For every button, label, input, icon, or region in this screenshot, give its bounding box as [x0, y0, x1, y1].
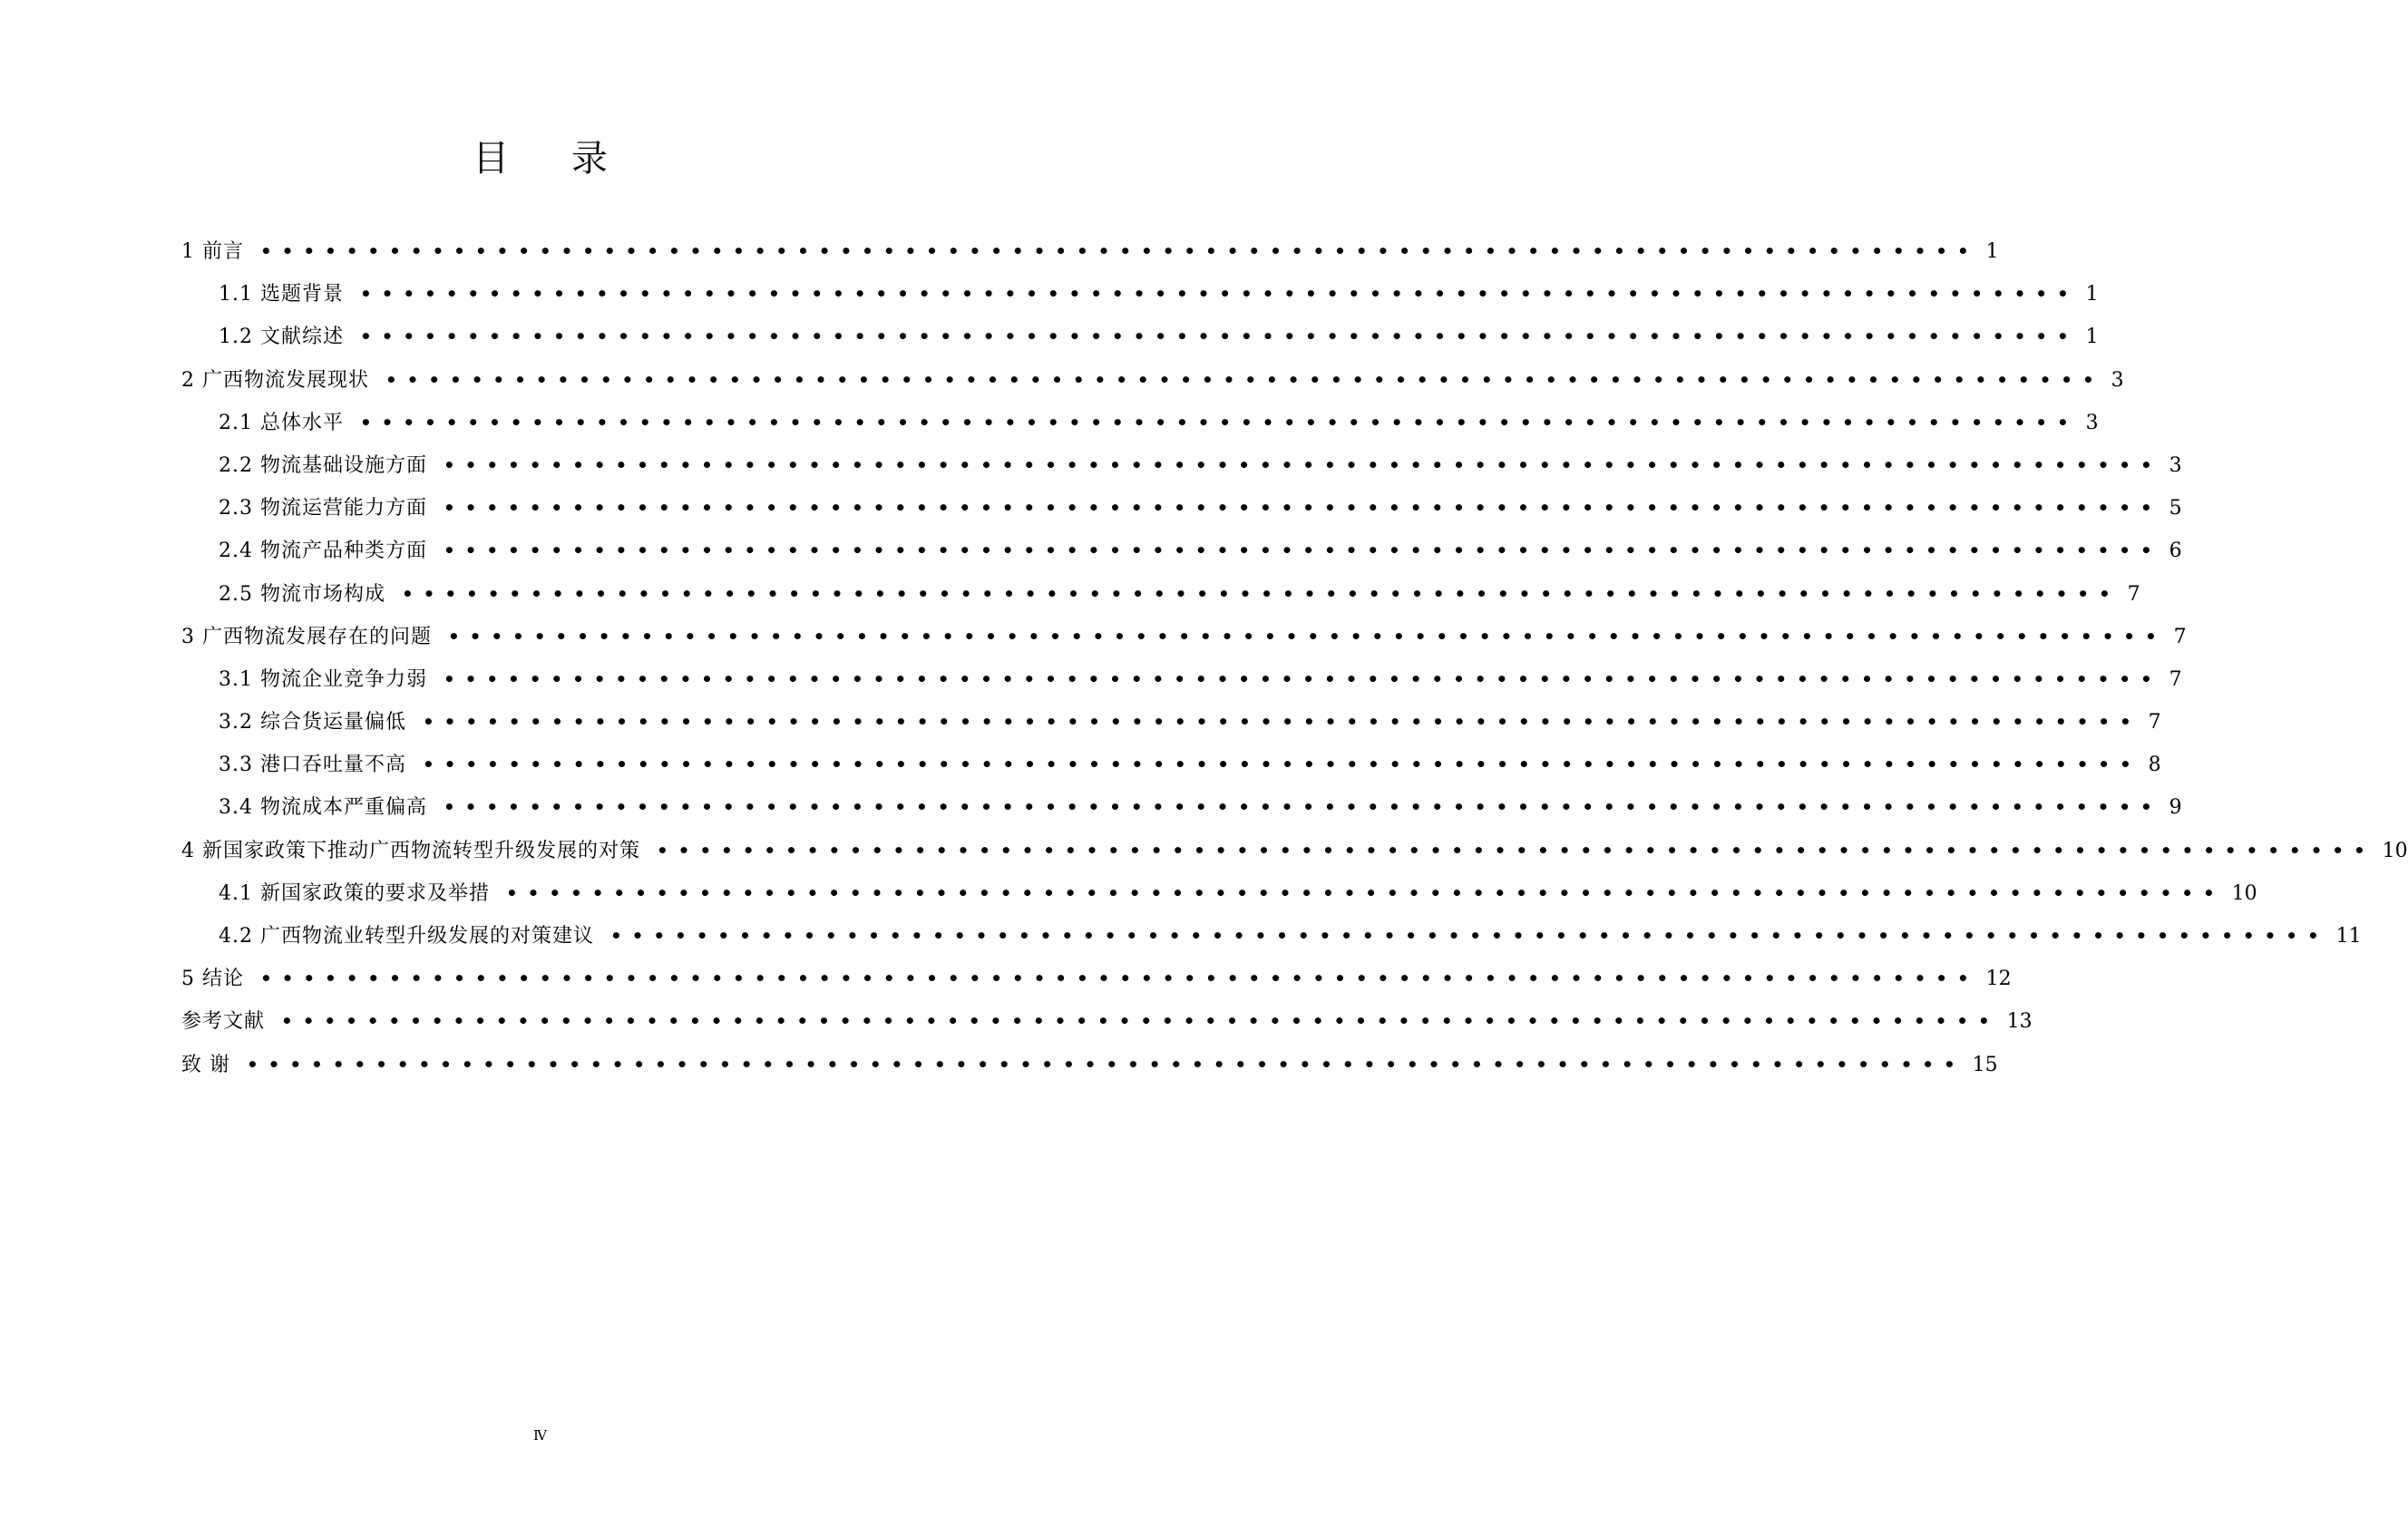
toc-entry-label: 1.2 文献综述 [219, 326, 344, 349]
toc-entry[interactable] [181, 666, 2182, 708]
toc-entry-label: 2.1 总体水平 [219, 411, 344, 434]
toc-leader-dots: •••••••••••••••••••••••••••••••••••••••••••••••••••••••••••••••••••••••••••••••• [443, 667, 2162, 690]
toc-entry-label: 2.2 物流基础设施方面 [219, 453, 427, 477]
toc-entry[interactable] [181, 366, 2124, 409]
toc-entry-page: 7 [2173, 625, 2187, 648]
toc-leader-dots: •••••••••••••••••••••••••••••••••••••••••••••••••••••••••••••••••••••••••••••••• [422, 754, 2141, 776]
toc-entry-page: 7 [2148, 711, 2161, 734]
toc-entry[interactable] [181, 922, 2362, 965]
toc-entry-page: 7 [2169, 667, 2182, 691]
toc-leader-dots: •••••••••••••••••••••••••••••••••••••••••••••••••••••••••••••••••••••••••••••••• [260, 968, 1979, 990]
toc-entry-page: 9 [2169, 796, 2182, 820]
toc-entry-label: 2.5 物流市场构成 [219, 582, 385, 606]
toc-leader-dots: •••••••••••••••••••••••••••••••••••••••••••••••••••••••••••••••••••••••••••••••• [385, 368, 2104, 391]
toc-entry-label: 4 新国家政策下推动广西物流转型升级发展的对策 [181, 839, 640, 862]
toc-leader-dots: •••••••••••••••••••••••••••••••••••••••••••••••••••••••••••••••••••••••••••••••• [609, 925, 2329, 947]
toc-entry[interactable] [181, 623, 2187, 666]
toc-entry-label: 2.4 物流产品种类方面 [219, 540, 427, 563]
toc-entry[interactable] [181, 965, 2012, 1007]
toc-entry[interactable] [181, 1007, 2033, 1050]
toc-entry-page: 5 [2169, 497, 2182, 520]
toc-entry[interactable] [181, 880, 2257, 922]
toc-leader-dots: •••••••••••••••••••••••••••••••••••••••••••••••••••••••••••••••••••••••••••••••• [281, 1010, 2000, 1033]
toc-entry[interactable] [181, 537, 2182, 579]
toc-entry[interactable] [181, 708, 2161, 751]
toc-entry-label: 3.1 物流企业竞争力弱 [219, 667, 427, 691]
toc-entry[interactable] [181, 238, 1999, 280]
toc-entry-label: 1 前言 [181, 240, 244, 263]
toc-entry[interactable] [181, 452, 2182, 494]
toc-entry-label: 4.2 广西物流业转型升级发展的对策建议 [219, 925, 594, 948]
toc-entry-label: 3.3 港口吞吐量不高 [219, 754, 406, 777]
toc-entry-label: 2.3 物流运营能力方面 [219, 497, 427, 520]
toc-entry[interactable] [181, 409, 2099, 452]
toc-entry-page: 13 [2006, 1010, 2033, 1034]
toc-entry-page: 8 [2148, 754, 2161, 777]
table-of-contents [181, 238, 2408, 1094]
page-footer-number: Ⅳ [533, 1427, 547, 1444]
toc-entry-page: 10 [2382, 839, 2408, 862]
toc-entry[interactable] [181, 751, 2161, 793]
toc-entry-page: 11 [2335, 925, 2362, 948]
toc-leader-dots: •••••••••••••••••••••••••••••••••••••••••••••••••••••••••••••••••••••••••••••••• [422, 711, 2141, 734]
toc-leader-dots: •••••••••••••••••••••••••••••••••••••••••••••••••••••••••••••••••••••••••••••••• [359, 283, 2079, 306]
toc-entry-page: 3 [2169, 453, 2182, 477]
toc-entry[interactable] [181, 793, 2182, 836]
toc-leader-dots: •••••••••••••••••••••••••••••••••••••••••••••••••••••••••••••••••••••••••••••••• [443, 497, 2162, 520]
toc-entry[interactable] [181, 280, 2099, 323]
toc-entry-label: 1.1 选题背景 [219, 283, 344, 306]
toc-entry-page: 7 [2127, 582, 2140, 606]
toc-leader-dots: •••••••••••••••••••••••••••••••••••••••••••••••••••••••••••••••••••••••••••••••• [359, 411, 2079, 433]
toc-entry-page: 12 [1985, 968, 2012, 991]
toc-leader-dots: •••••••••••••••••••••••••••••••••••••••••••••••••••••••••••••••••••••••••••••••• [443, 796, 2162, 819]
toc-entry-page: 15 [1972, 1053, 1998, 1076]
toc-entry-label: 致 谢 [181, 1053, 230, 1076]
toc-leader-dots: •••••••••••••••••••••••••••••••••••••••••••••••••••••••••••••••••••••••••••••••• [359, 326, 2079, 348]
toc-entry[interactable] [181, 323, 2099, 365]
toc-title: 目 录 [473, 138, 633, 180]
toc-entry-page: 3 [2111, 368, 2124, 392]
toc-leader-dots: •••••••••••••••••••••••••••••••••••••••••••••••••••••••••••••••••••••••••••••••• [657, 839, 2375, 861]
toc-entry-label: 3 广西物流发展存在的问题 [181, 625, 432, 648]
toc-entry-page: 1 [1985, 240, 1999, 263]
toc-entry[interactable] [181, 1051, 1998, 1094]
toc-entry[interactable] [181, 494, 2182, 537]
toc-entry-page: 3 [2085, 411, 2099, 434]
toc-leader-dots: •••••••••••••••••••••••••••••••••••••••••••••••••••••••••••••••••••••••••••••••• [443, 540, 2162, 562]
toc-entry-page: 1 [2085, 283, 2099, 306]
toc-entry-label: 3.2 综合货运量偏低 [219, 711, 406, 734]
toc-entry[interactable] [181, 580, 2140, 623]
toc-leader-dots: •••••••••••••••••••••••••••••••••••••••••••••••••••••••••••••••••••••••••••••••• [448, 625, 2167, 647]
toc-entry-label: 参考文献 [181, 1010, 266, 1034]
toc-entry[interactable] [181, 837, 2408, 880]
toc-leader-dots: •••••••••••••••••••••••••••••••••••••••••••••••••••••••••••••••••••••••••••••••• [260, 240, 1979, 262]
toc-entry-label: 2 广西物流发展现状 [181, 368, 369, 392]
toc-leader-dots: •••••••••••••••••••••••••••••••••••••••••••••••••••••••••••••••••••••••••••••••• [401, 582, 2120, 605]
toc-entry-page: 1 [2085, 326, 2099, 349]
toc-leader-dots: •••••••••••••••••••••••••••••••••••••••••••••••••••••••••••••••••••••••••••••••• [443, 453, 2162, 476]
toc-leader-dots: •••••••••••••••••••••••••••••••••••••••••••••••••••••••••••••••••••••••••••••••• [247, 1053, 1965, 1075]
toc-entry-label: 4.1 新国家政策的要求及举措 [219, 881, 490, 905]
toc-entry-page: 10 [2231, 881, 2257, 905]
toc-entry-page: 6 [2169, 540, 2182, 563]
toc-leader-dots: •••••••••••••••••••••••••••••••••••••••••••••••••••••••••••••••••••••••••••••••• [505, 881, 2225, 904]
toc-entry-label: 5 结论 [181, 968, 244, 991]
toc-entry-label: 3.4 物流成本严重偏高 [219, 796, 427, 820]
